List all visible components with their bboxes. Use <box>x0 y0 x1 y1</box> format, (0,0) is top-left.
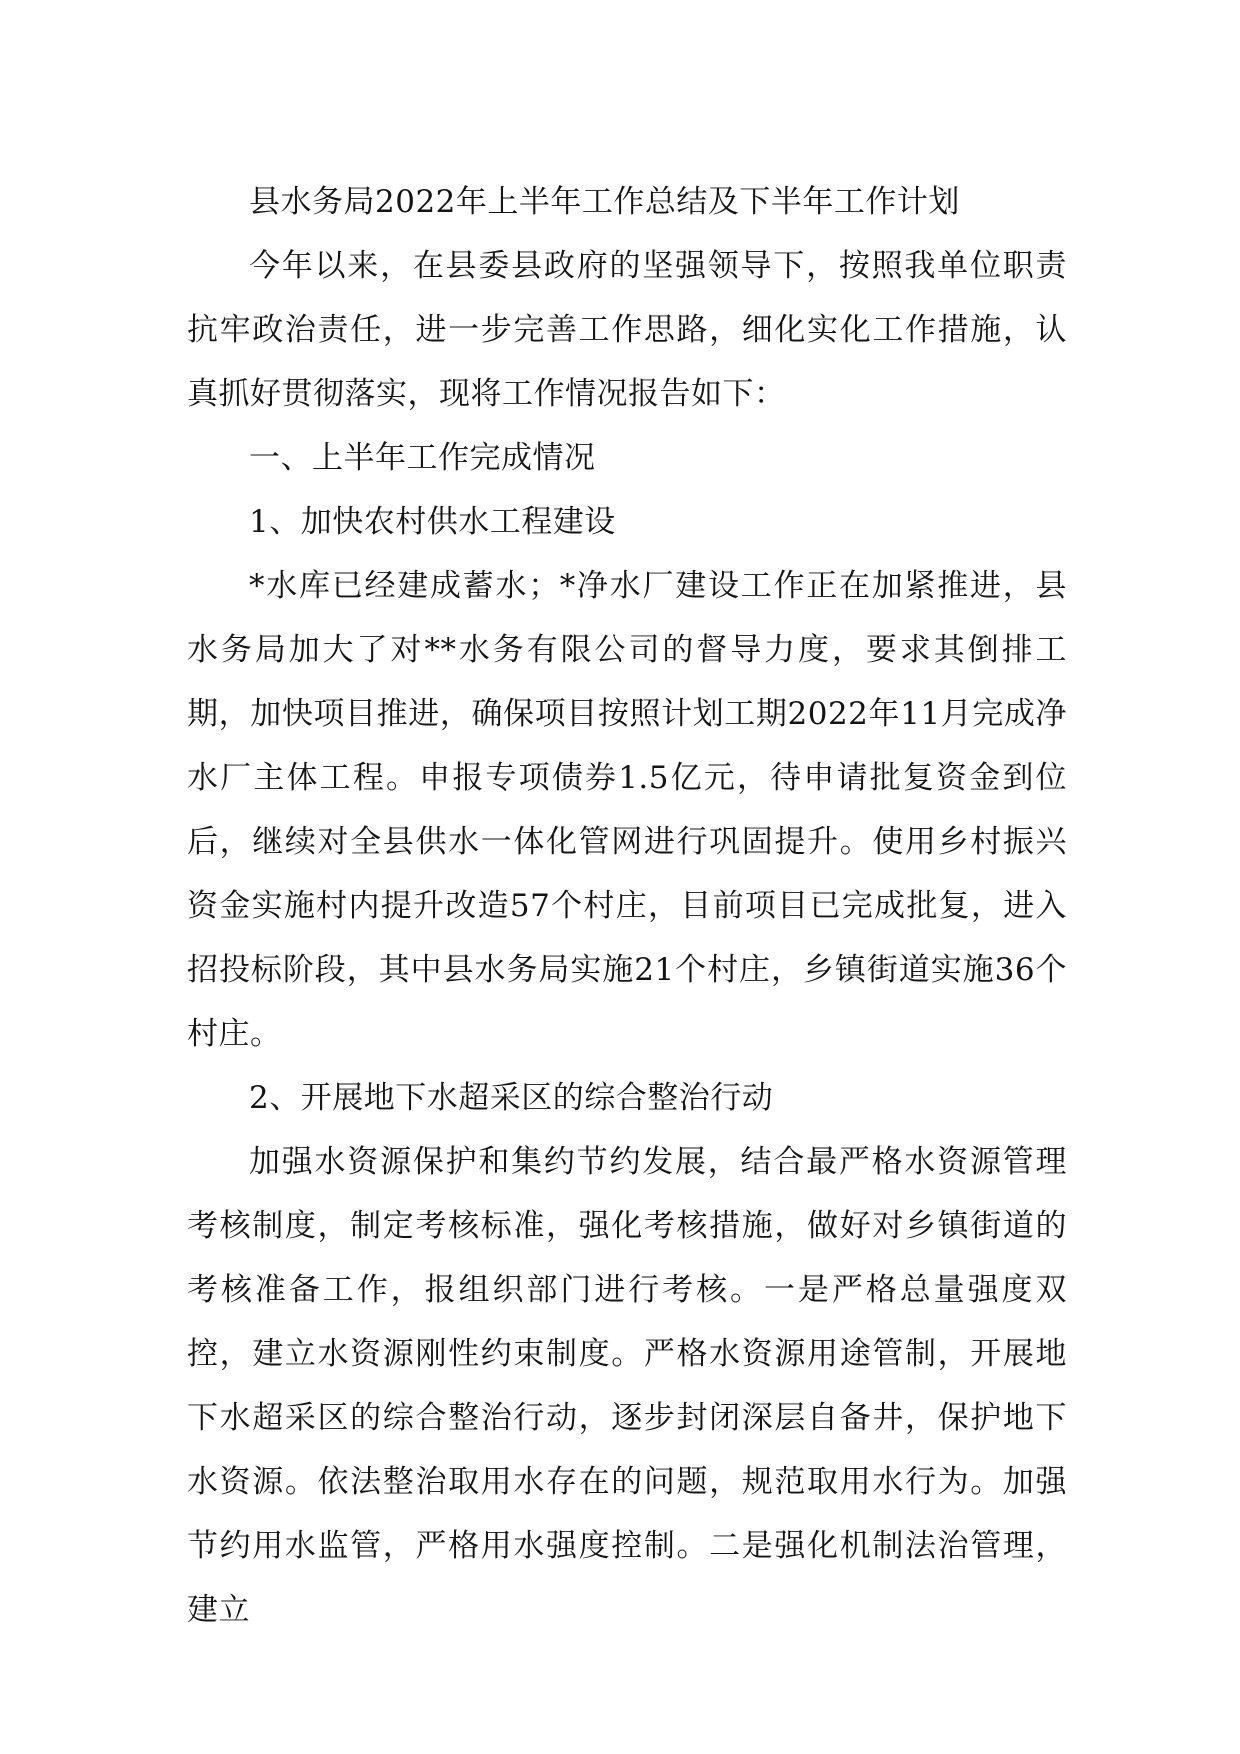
intro-paragraph: 今年以来，在县委县政府的坚强领导下，按照我单位职责抗牢政治责任，进一步完善工作思路，细化实化工作措施，认真抓好贯彻落实，现将工作情况报告如下： <box>187 248 1067 412</box>
item-paragraph-1: *水库已经建成蓄水；*净水厂建设工作正在加紧推进，县水务局加大了对**水务有限公司的督导力度，要求其倒排工期，加快项目推进，确保项目按照计划工期2022年11月完成净水厂主体工程。申报专项债券1.5亿元，待申请批复资金到位后，继续对全县供水一体化管网进行巩固提升。使用乡村振兴资金实施村内提升改造57个村庄，目前项目已完成批复，进入招投标阶段，其中县水务局实施21个村庄，乡镇街道实施36个村庄。 <box>187 568 1067 1052</box>
item-heading-2: 2、开展地下水超采区的综合整治行动 <box>249 1080 774 1116</box>
item-heading-1: 1、加快农村供水工程建设 <box>249 504 616 540</box>
item-paragraph-2: 加强水资源保护和集约节约发展，结合最严格水资源管理考核制度，制定考核标准，强化考核措施，做好对乡镇街道的考核准备工作，报组织部门进行考核。一是严格总量强度双控，建立水资源刚性约束制度。严格水资源用途管制，开展地下水超采区的综合整治行动，逐步封闭深层自备井，保护地下水资源。依法整治取用水存在的问题，规范取用水行为。加强节约用水监管，严格用水强度控制。二是强化机制法治管理，建立 <box>187 1144 1067 1628</box>
document-body <box>187 170 1067 1642</box>
section-heading-1: 一、上半年工作完成情况 <box>249 440 596 476</box>
document-title: 县水务局2022年上半年工作总结及下半年工作计划 <box>249 184 960 220</box>
